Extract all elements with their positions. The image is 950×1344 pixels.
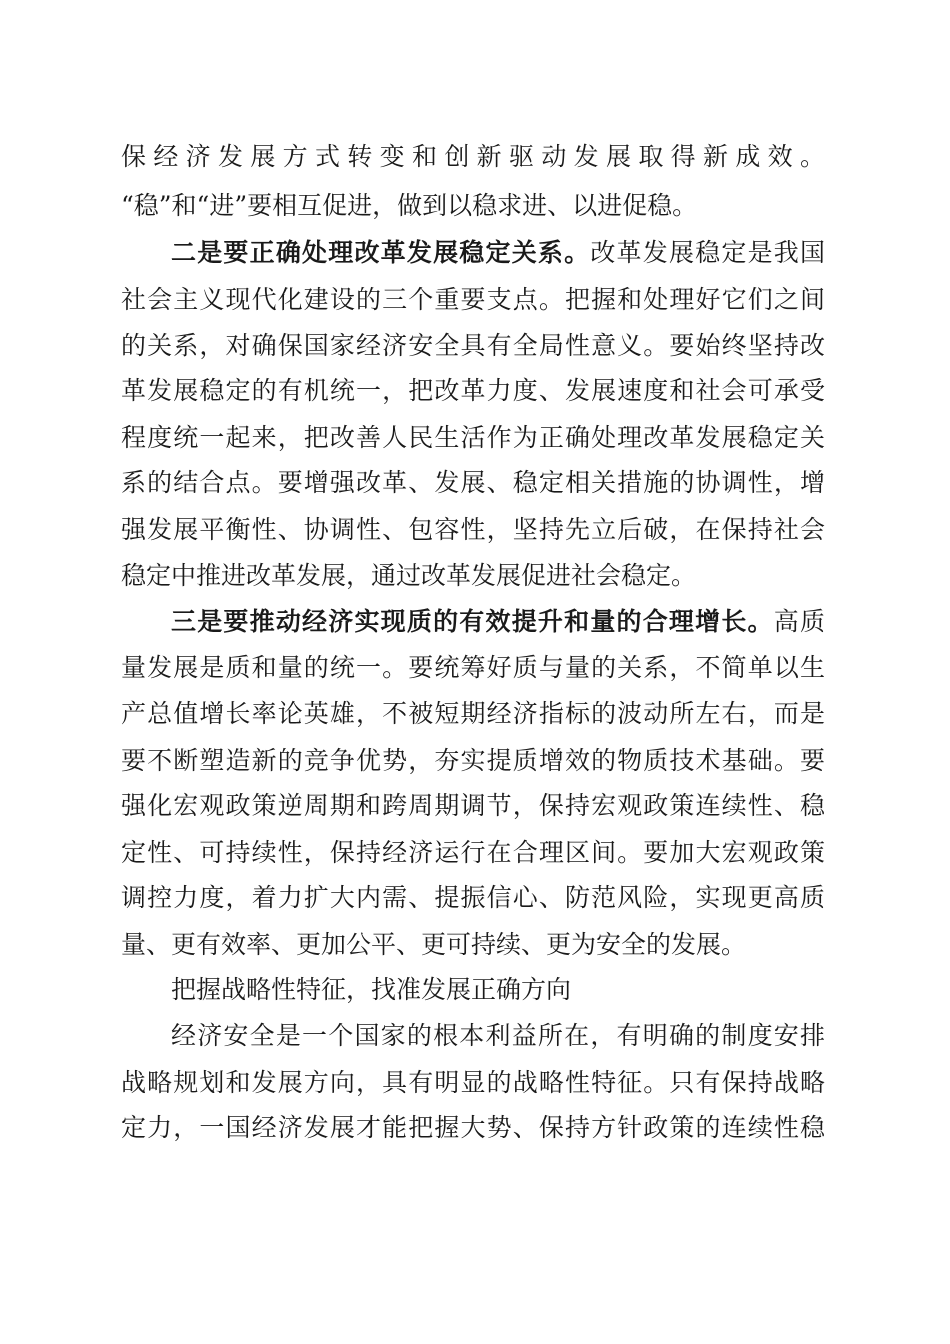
- paragraph-3-lead: 三是要推动经济实现质的有效提升和量的合理增长。: [171, 607, 774, 636]
- text-line: 调控力度，着力扩大内需、提振信心、防范风险，实现更高质: [121, 883, 825, 912]
- text-line: 保经济发展方式转变和创新驱动发展取得新成效。: [121, 142, 825, 171]
- text-line: 产总值增长率论英雄，不被短期经济指标的波动所左右，而是: [121, 699, 825, 728]
- paragraph-3-first-line: [171, 602, 825, 642]
- text-line: 系的结合点。要增强改革、发展、稳定相关措施的协调性，增: [121, 468, 825, 497]
- text-line: “稳”和“进”要相互促进，做到以稳求进、以进促稳。: [121, 191, 698, 220]
- paragraph-2-first-line: [171, 233, 825, 273]
- section-heading: 把握战略性特征，找准发展正确方向: [171, 975, 572, 1004]
- text-line: 稳定中推进改革发展，通过改革发展促进社会稳定。: [121, 561, 697, 590]
- text-line: 强化宏观政策逆周期和跨周期调节，保持宏观政策连续性、稳: [121, 791, 825, 820]
- text-line: 战略规划和发展方向，具有明显的战略性特征。只有保持战略: [121, 1068, 825, 1097]
- text-line: 经济安全是一个国家的根本利益所在，有明确的制度安排: [171, 1021, 825, 1050]
- text-line: 定性、可持续性，保持经济运行在合理区间。要加大宏观政策: [121, 838, 825, 867]
- text-line: 量发展是质和量的统一。要统筹好质与量的关系，不简单以生: [121, 653, 825, 682]
- text-line: 革发展稳定的有机统一，把改革力度、发展速度和社会可承受: [121, 376, 825, 405]
- text-line: 量、更有效率、更加公平、更可持续、更为安全的发展。: [121, 930, 747, 959]
- paragraph-3-rest: 高质: [773, 607, 825, 636]
- text-line: 强发展平衡性、协调性、包容性，坚持先立后破，在保持社会: [121, 515, 825, 544]
- text-line: 要不断塑造新的竞争优势，夯实提质增效的物质技术基础。要: [121, 746, 825, 775]
- paragraph-2-rest: 改革发展稳定是我国: [590, 238, 825, 267]
- text-line: 程度统一起来，把改善人民生活作为正确处理改革发展稳定关: [121, 423, 825, 452]
- text-line: 定力，一国经济发展才能把握大势、保持方针政策的连续性稳: [121, 1113, 825, 1142]
- text-line: 社会主义现代化建设的三个重要支点。把握和处理好它们之间: [121, 285, 825, 314]
- paragraph-2-lead: 二是要正确处理改革发展稳定关系。: [171, 238, 591, 267]
- text-line: 的关系，对确保国家经济安全具有全局性意义。要始终坚持改: [121, 331, 825, 360]
